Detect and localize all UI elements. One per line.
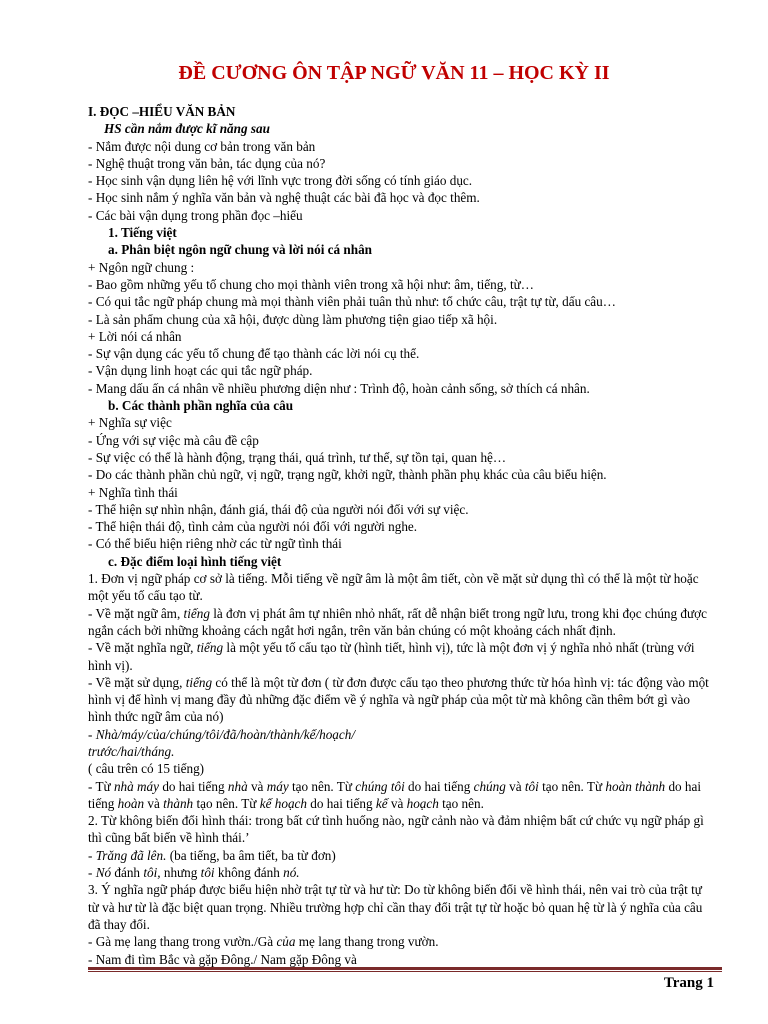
text-line: 1. Tiếng việt — [108, 225, 177, 241]
text-line: - Sự việc có thể là hành động, trạng thái, quá trình, tư thế, sự tồn tại, quan hệ… — [88, 449, 507, 465]
outline-lines — [88, 103, 712, 570]
text-line: I. ĐỌC –HIỂU VĂN BẢN — [88, 104, 236, 119]
body-paragraphs — [88, 570, 712, 968]
text-line: - Nghệ thuật trong văn bản, tác dụng của nó? — [88, 155, 326, 171]
text-line: - Thể hiện thái độ, tình cảm của người nói đối với người nghe. — [88, 519, 418, 535]
text-line: - Là sản phẩm chung của xã hội, được dùng làm phương tiện giao tiếp xã hội. — [88, 311, 498, 327]
paragraph: - Gà mẹ lang thang trong vườn./Gà của mẹ lang thang trong vườn. — [88, 934, 439, 950]
text-line: + Nghĩa sự việc — [88, 415, 172, 431]
paragraph: 1. Đơn vị ngữ pháp cơ sở là tiếng. Mỗi tiếng về ngữ âm là một âm tiết, còn về mặt sử dụng thì có thể là một từ hoặc một yếu tố cấu tạo từ. — [88, 571, 699, 604]
paragraph: ( câu trên có 15 tiếng) — [88, 761, 205, 777]
text-line: - Thể hiện sự nhìn nhận, đánh giá, thái độ của người nói đối với sự việc. — [88, 501, 469, 517]
text-line: c. Đặc điểm loại hình tiếng việt — [108, 553, 282, 569]
text-line: - Có qui tắc ngữ pháp chung mà mọi thành viên phải tuân thủ như: tổ chức câu, trật tự từ, dấu câu… — [88, 294, 616, 310]
text-line: b. Các thành phần nghĩa của câu — [108, 398, 294, 414]
text-line: - Học sinh vận dụng liên hệ với lĩnh vực trong đời sống có tính giáo dục. — [88, 173, 473, 189]
page-number: Trang 1 — [663, 975, 714, 991]
paragraph: - Trăng đã lên. (ba tiếng, ba âm tiết, ba từ đơn) — [88, 847, 336, 863]
text-line: - Có thể biểu hiện riêng nhờ các từ ngữ tình thái — [88, 536, 342, 552]
document-body — [88, 103, 712, 968]
text-line: - Mang dấu ấn cá nhân về nhiều phương diện như : Trình độ, hoàn cảnh sống, sở thích cá nhân. — [88, 380, 590, 396]
paragraph: - Nó đánh tôi, nhưng tôi không đánh nó. — [88, 865, 300, 881]
paragraph: - Nhà/máy/của/chúng/tôi/đã/hoàn/thành/kế/hoạch/ — [88, 726, 356, 742]
text-line: - Sự vận dụng các yếu tố chung để tạo thành các lời nói cụ thể. — [88, 346, 420, 362]
document-title: ĐỀ CƯƠNG ÔN TẬP NGỮ VĂN 11 – HỌC KỲ II — [178, 62, 610, 84]
text-line: - Do các thành phần chủ ngữ, vị ngữ, trạng ngữ, khởi ngữ, thành phần phụ khác của câu biểu hiện. — [88, 467, 607, 483]
text-line: a. Phân biệt ngôn ngữ chung và lời nói cá nhân — [108, 242, 373, 258]
paragraph: - Nam đi tìm Bắc và gặp Đông./ Nam gặp Đông và — [88, 951, 357, 967]
paragraph: - Về mặt sử dụng, tiếng có thể là một từ đơn ( từ đơn được cấu tạo theo phương thức từ hóa hình vị: tác động vào một hình vị để hình vị mang đầy đủ những đặc điểm về ý nghĩa và ngữ pháp của một từ mà không cần thêm bớt gì vào hình thức ngữ âm của nó) — [88, 674, 709, 725]
text-line: HS cần nắm được kĩ năng sau — [104, 121, 270, 137]
paragraph: 2. Từ không biến đổi hình thái: trong bất cứ tình huống nào, ngữ cảnh nào và đảm nhiệm bất cứ chức vụ ngữ pháp gì thì cũng bất biến về hình thái.’ — [88, 813, 704, 846]
paragraph: - Từ nhà máy do hai tiếng nhà và máy tạo nên. Từ chúng tôi do hai tiếng chúng và tôi tạo nên. Từ hoàn thành do hai tiếng hoàn và thành tạo nên. Từ kế hoạch do hai tiếng kế và hoạch tạo nên. — [88, 778, 702, 811]
text-line: + Lời nói cá nhân — [88, 328, 182, 344]
text-line: - Ứng với sự việc mà câu đề cập — [88, 432, 259, 448]
text-line: - Học sinh nắm ý nghĩa văn bản và nghệ thuật các bài đã học và đọc thêm. — [88, 190, 480, 206]
paragraph: - Về mặt nghĩa ngữ, tiếng là một yếu tố cấu tạo từ (hình tiết, hình vị), tức là một đơn vị ý nghĩa nhỏ nhất (trùng với hình vị). — [88, 640, 695, 673]
text-line: - Vận dụng linh hoạt các qui tắc ngữ pháp. — [88, 363, 313, 379]
footer-divider — [88, 967, 722, 970]
text-line: - Bao gồm những yếu tố chung cho mọi thành viên trong xã hội như: âm, tiếng, từ… — [88, 276, 534, 292]
text-line: - Các bài vận dụng trong phần đọc –hiểu — [88, 207, 303, 223]
paragraph: trước/hai/tháng. — [88, 743, 175, 759]
paragraph: 3. Ý nghĩa ngữ pháp được biểu hiện nhờ trật tự từ và hư từ: Do từ không biến đổi về hình thái, nên vai trò của trật tự từ và hư từ là đặc biệt quan trọng. Nhiều trường hợp chỉ cần thay đổi trật tự từ hoặc bỏ quan hệ từ là ý nghĩa của câu đã thay đổi. — [88, 882, 703, 932]
text-line: + Nghĩa tình thái — [88, 484, 178, 500]
text-line: + Ngôn ngữ chung : — [88, 259, 195, 275]
paragraph: - Về mặt ngữ âm, tiếng là đơn vị phát âm tự nhiên nhỏ nhất, rất dễ nhận biết trong ngữ lưu, trong khi đọc chúng được ngắn cách bởi những khoảng cách ngắt hơi ngắn, trên văn bản chúng có một khoảng cách nhất định. — [88, 605, 707, 638]
text-line: - Nắm được nội dung cơ bản trong văn bản — [88, 138, 316, 154]
